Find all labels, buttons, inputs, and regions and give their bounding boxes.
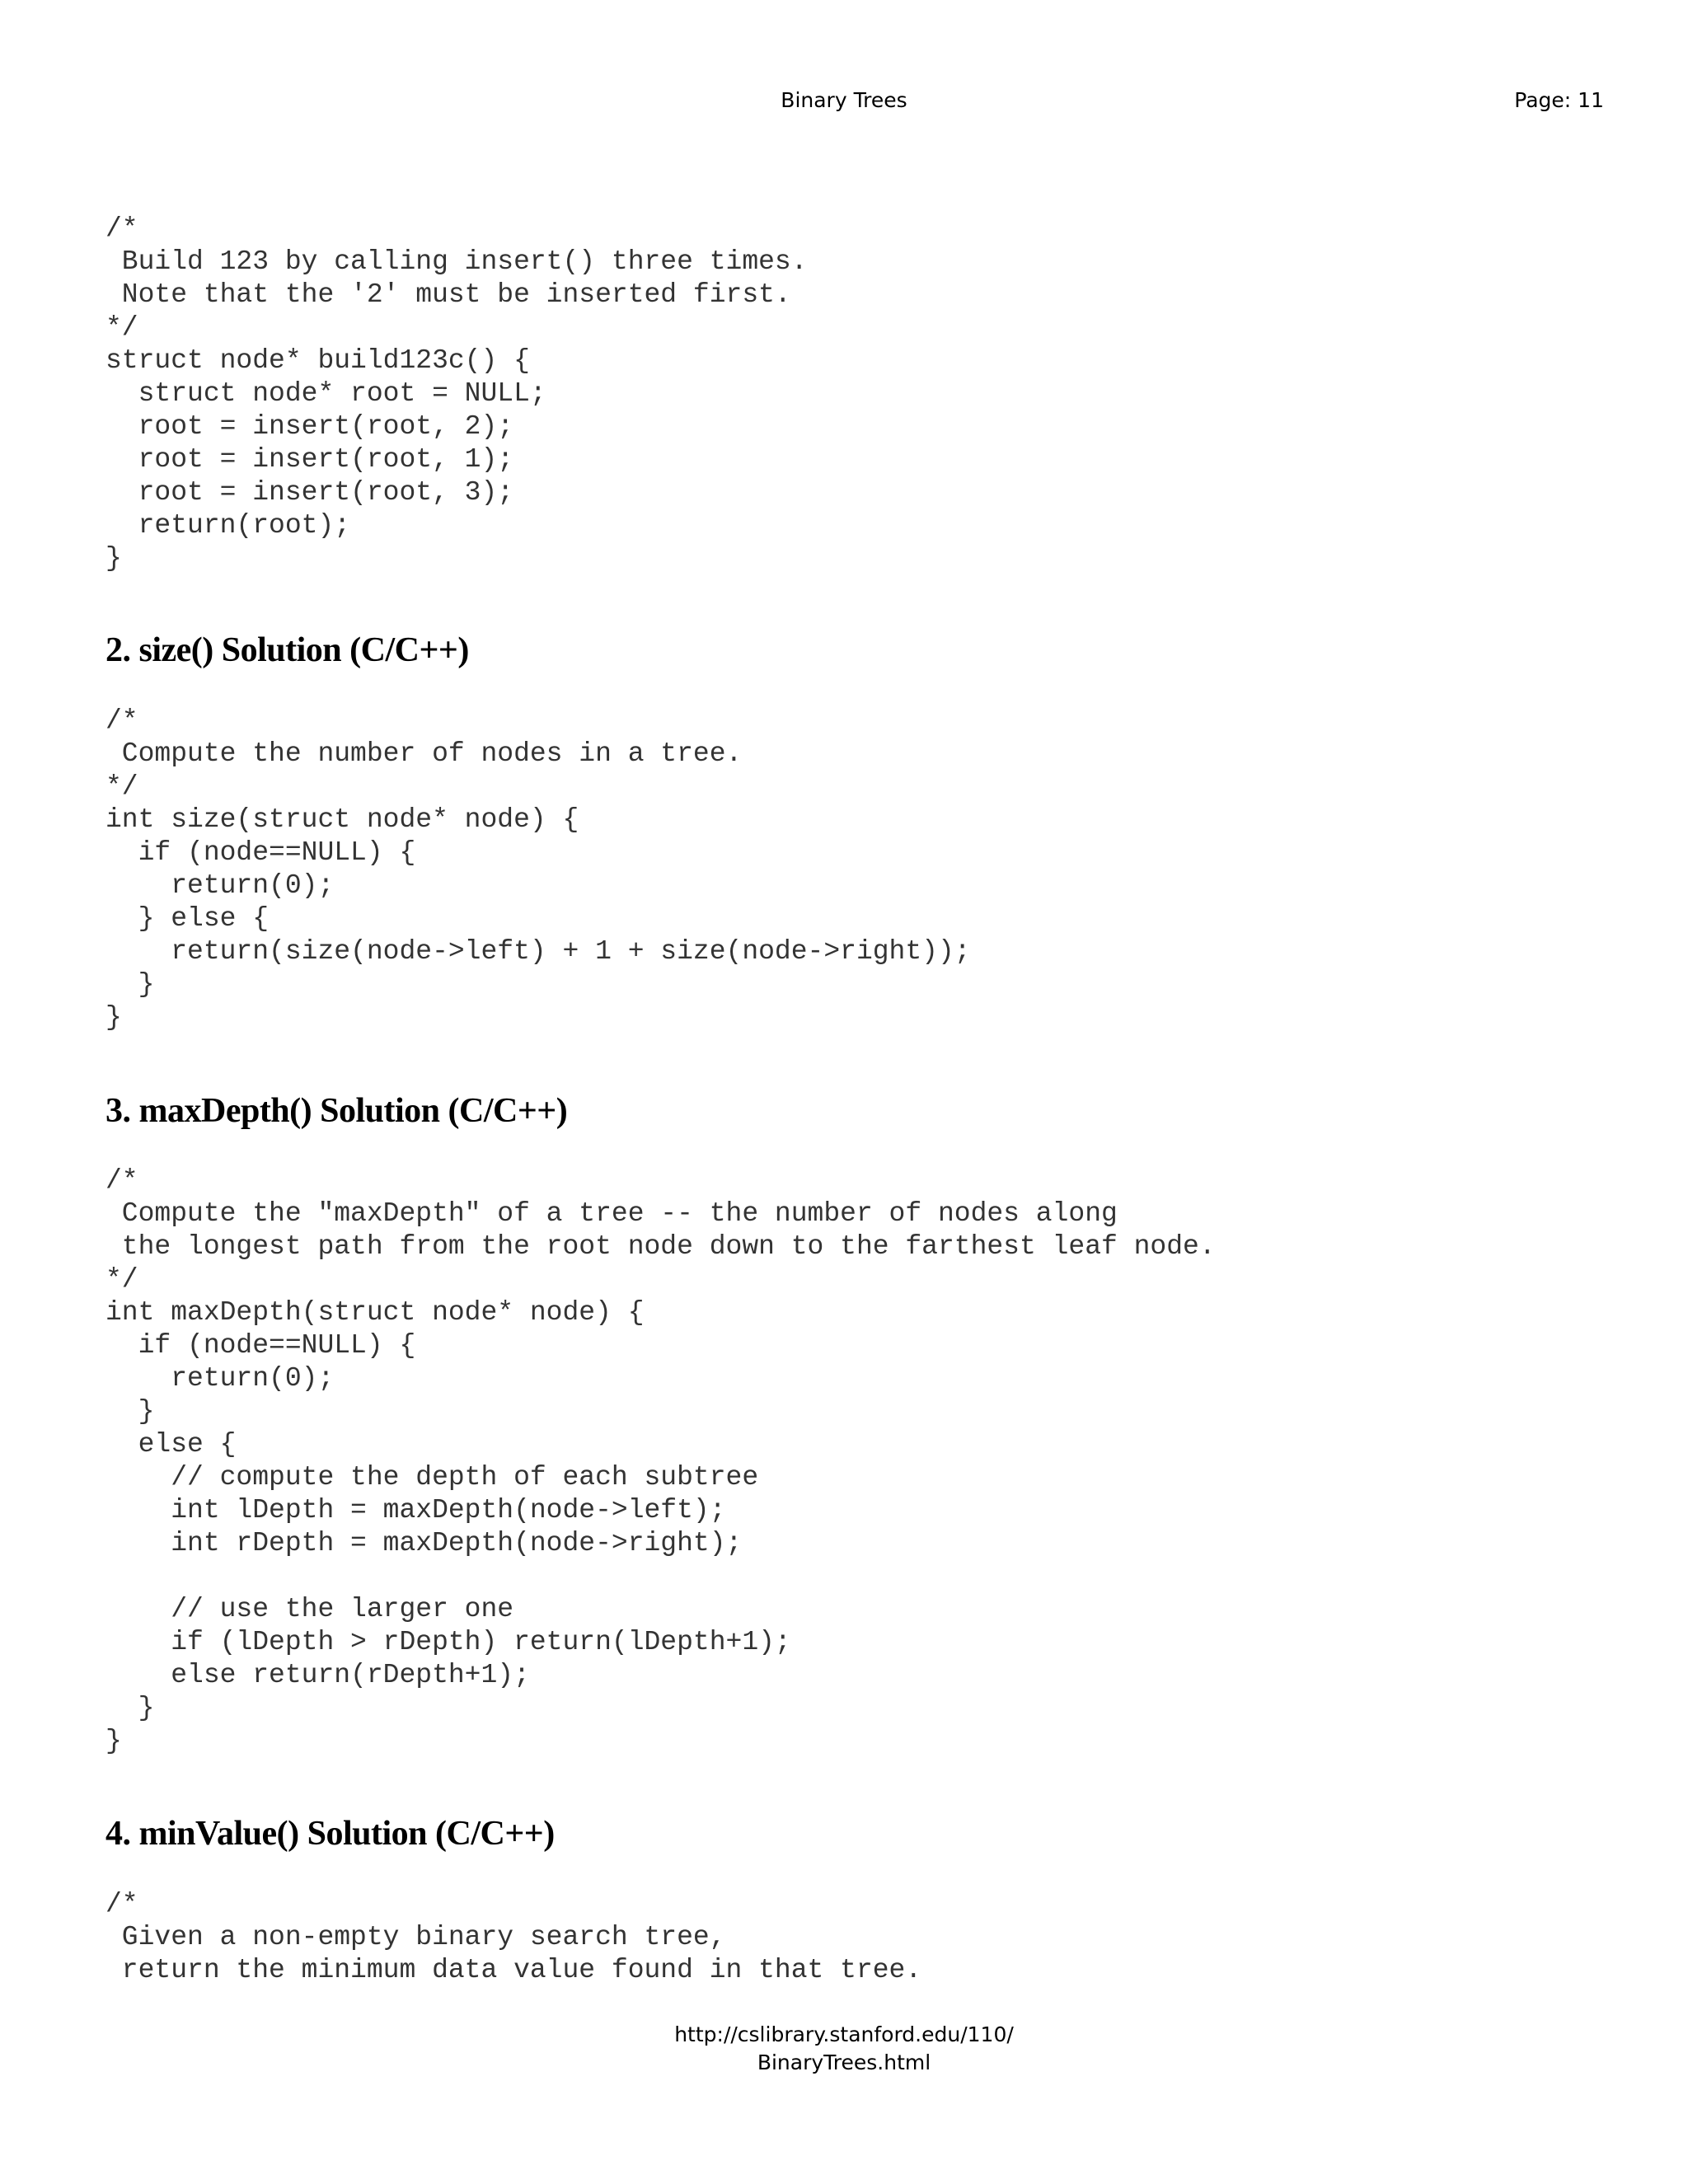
section-heading-size: 2. size() Solution (C/C++)	[106, 631, 469, 669]
footer-url-line-2[interactable]: BinaryTrees.html	[757, 2050, 931, 2074]
page-number: Page: 11	[1514, 88, 1604, 112]
page-footer	[0, 2021, 1688, 2077]
code-block-minvalue: /* Given a non-empty binary search tree, return the minimum data value found in that tree.	[106, 1889, 922, 1985]
code-block-size: /* Compute the number of nodes in a tree. */ int size(struct node* node) { if (node==NULL) { return(0); } else { return(size(node->left) + 1 + size(node->right)); } }	[106, 705, 971, 1033]
section-heading-minvalue: 4. minValue() Solution (C/C++)	[106, 1815, 555, 1853]
footer-url-line-1[interactable]: http://cslibrary.stanford.edu/110/	[674, 2022, 1014, 2046]
code-block-build123c: /* Build 123 by calling insert() three times. Note that the '2' must be inserted first. */ struct node* build123c() { struct node* root = NULL; root = insert(root, 2); root = insert(root, 1); root = insert(root, 3); return(root); }	[106, 213, 808, 574]
page-header-title: Binary Trees	[781, 88, 907, 112]
code-block-maxdepth: /* Compute the "maxDepth" of a tree -- the number of nodes along the longest path from the root node down to the farthest leaf node. */ int maxDepth(struct node* node) { if (node==NULL) { return(0); } else { // compute the depth of each subtree int lDepth = maxDepth(node->left); int rDepth = maxDepth(node->right); // use the larger one if (lDepth > rDepth) return(lDepth+1); else return(rDepth+1); } }	[106, 1165, 1216, 1756]
section-heading-maxdepth: 3. maxDepth() Solution (C/C++)	[106, 1092, 568, 1130]
